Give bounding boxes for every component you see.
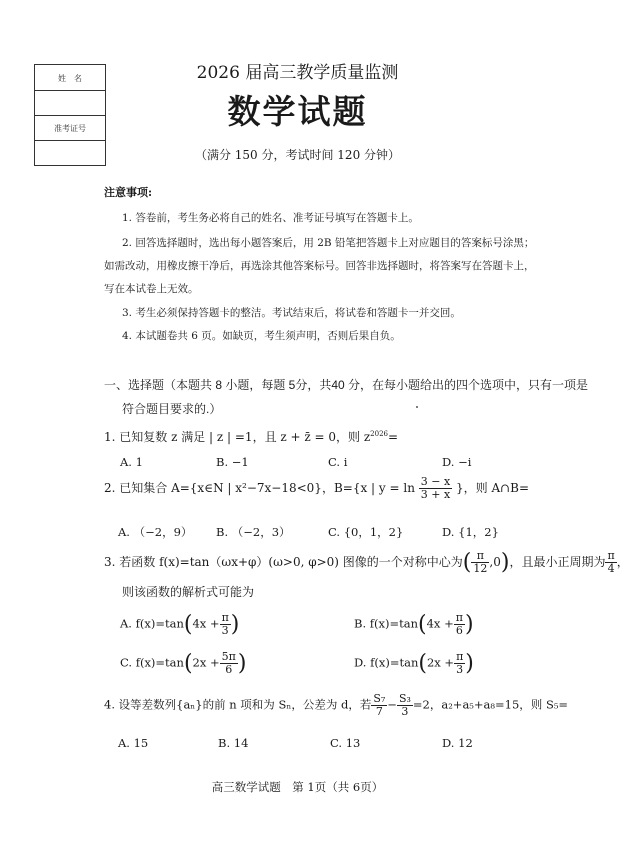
q1-option-d: D. −i (442, 455, 472, 469)
note-item: 1. 答卷前，考生务必将自己的姓名、准考证号填写在答题卡上。 (122, 212, 419, 224)
frac-den: 6 (455, 624, 463, 637)
option-frac (454, 651, 465, 676)
q3-center-den: 12 (473, 562, 488, 575)
option-func: f(x)=tan (369, 616, 419, 631)
q4-frac-2 (397, 693, 413, 718)
q3-center-tail: ,0 (489, 555, 501, 569)
option-frac (454, 612, 465, 637)
frac-den: 3 (221, 624, 229, 637)
notes-title: 注意事项: (104, 186, 153, 199)
q2-option-b: B. （−2，3） (216, 525, 291, 539)
q3-stem-a: 3. 若函数 f(x)=tan（ωx+φ）(ω>0, φ>0) 图像的一个对称中心为 (104, 555, 463, 569)
note-item: 3. 考生必须保持答题卡的整洁。考试结束后，将试卷和答题卡一并交回。 (122, 307, 461, 319)
frac-num: π (221, 611, 229, 624)
q1-exp: 2026 (370, 430, 388, 438)
frac-num: S₇ (373, 692, 386, 705)
q2-option-c: C. {0，1，2} (328, 525, 404, 539)
frac-num: 5π (221, 650, 236, 663)
q1-option-a: A. 1 (120, 455, 143, 469)
q4-stem-b: =2，a₂+a₅+a₈=15，则 S₅= (412, 697, 569, 712)
q3-option-a: A. f(x)=tan(4x + $\frac{\pi}{3}$ ) (120, 611, 240, 637)
exam-subtitle: （满分 150 分，考试时间 120 分钟） (194, 148, 401, 162)
note-item: 写在本试卷上无效。 (104, 283, 199, 295)
question-3: 3. 若函数 f(x)=tan（ωx+φ）(ω>0, φ>0) 图像的一个对称中心为( $\frac{\pi}{12}$ ,0)，且最小正周期为 $\frac{\pi}{4}$ ， (104, 549, 629, 575)
speck (416, 406, 418, 408)
frac-den: 7 (375, 705, 383, 718)
q3-center-num: π (471, 550, 489, 563)
option-func: f(x)=tan (135, 655, 184, 670)
option-inner: 2x + (192, 655, 220, 670)
q4-option-d: D. 12 (442, 736, 473, 750)
q2-stem-b: }，则 A∩B= (456, 481, 530, 495)
option-frac (220, 612, 231, 637)
page-title: 数学试题 (227, 92, 368, 131)
option-inner: 4x + (426, 616, 454, 631)
q4-option-c: C. 13 (330, 736, 361, 750)
q3-option-d: D. f(x)=tan(2x + $\frac{\pi}{3}$ ) (354, 650, 474, 676)
q2-fraction (419, 476, 452, 501)
q4-option-a: A. 15 (118, 736, 149, 750)
question-1 (104, 428, 398, 445)
option-func: f(x)=tan (370, 655, 419, 670)
id-field (35, 140, 105, 141)
q1-stem: 1. 已知复数 z 满足 | z | =1，且 z + z̄ = 0，则 z (104, 430, 371, 444)
frac-num: S₃ (398, 692, 411, 705)
q2-option-d: D. {1，2} (442, 525, 499, 539)
section-heading-cont: 符合题目要求的.） (122, 402, 222, 416)
note-item: 如需改动，用橡皮擦干净后，再选涂其他答案标号。回答非选择题时，将答案写在答题卡上， (104, 260, 535, 272)
q4-frac-1 (371, 693, 387, 718)
q1-option-c: C. i (328, 455, 348, 469)
question-4 (104, 693, 568, 718)
id-label: 准考证号 (54, 124, 86, 133)
q1-option-b: B. −1 (216, 455, 249, 469)
option-label: A. (120, 616, 132, 631)
note-item: 4. 本试题卷共 6 页。如缺页，考生须声明，否则后果自负。 (122, 330, 401, 342)
q3-stem-c: ， (616, 555, 629, 569)
name-label: 姓 名 (58, 74, 82, 83)
q3-option-c: C. f(x)=tan(2x + $\frac{5\pi}{6}$ ) (120, 650, 247, 676)
q3-period-frac (605, 550, 616, 575)
q4-option-b: B. 14 (218, 736, 249, 750)
option-frac (220, 651, 238, 676)
frac-num: π (455, 611, 463, 624)
q3-option-b: B. f(x)=tan(4x + $\frac{\pi}{6}$ ) (354, 611, 474, 637)
option-label: C. (120, 655, 133, 670)
exam-title: 2026 届高三教学质量监测 (196, 63, 399, 83)
option-func: f(x)=tan (135, 616, 184, 631)
section-heading: 一、选择题（本题共 8 小题，每题 5分，共40 分，在每小题给出的四个选项中，只有一项是 (104, 378, 589, 392)
q3-line2: 则该函数的解析式可能为 (122, 585, 255, 599)
note-item: 2. 回答选择题时，选出每小题答案后，用 2B 铅笔把答题卡上对应题目的答案标号涂黑； (122, 237, 535, 249)
q4-stem-a: 4. 设等差数列{aₙ}的前 n 项和为 Sₙ，公差为 d，若 (104, 697, 372, 712)
q2-frac-num: 3 − x (420, 475, 451, 488)
q4-minus: − (387, 697, 397, 712)
page-footer: 高三数学试题 第 1页（共 6页） (211, 780, 384, 794)
option-inner: 4x + (192, 616, 220, 631)
frac-den: 6 (225, 663, 233, 676)
q3-period-den: 4 (607, 562, 615, 575)
frac-den: 3 (456, 663, 464, 676)
q2-frac-den: 3 + x (420, 488, 451, 501)
frac-num: π (456, 650, 464, 663)
q3-period-num: π (607, 549, 615, 562)
q2-stem-a: 2. 已知集合 A={x∈N | x²−7x−18<0}，B={x | y = ln (104, 481, 415, 495)
q3-stem-b: ，且最小正周期为 (509, 555, 606, 569)
option-label: D. (354, 655, 367, 670)
q1-stem-end: = (388, 430, 399, 444)
q2-option-a: A. （−2，9） (118, 525, 193, 539)
frac-den: 3 (401, 705, 409, 718)
q3-center-frac (471, 550, 489, 575)
question-2 (104, 476, 529, 501)
option-label: B. (354, 616, 367, 631)
option-inner: 2x + (426, 655, 455, 670)
